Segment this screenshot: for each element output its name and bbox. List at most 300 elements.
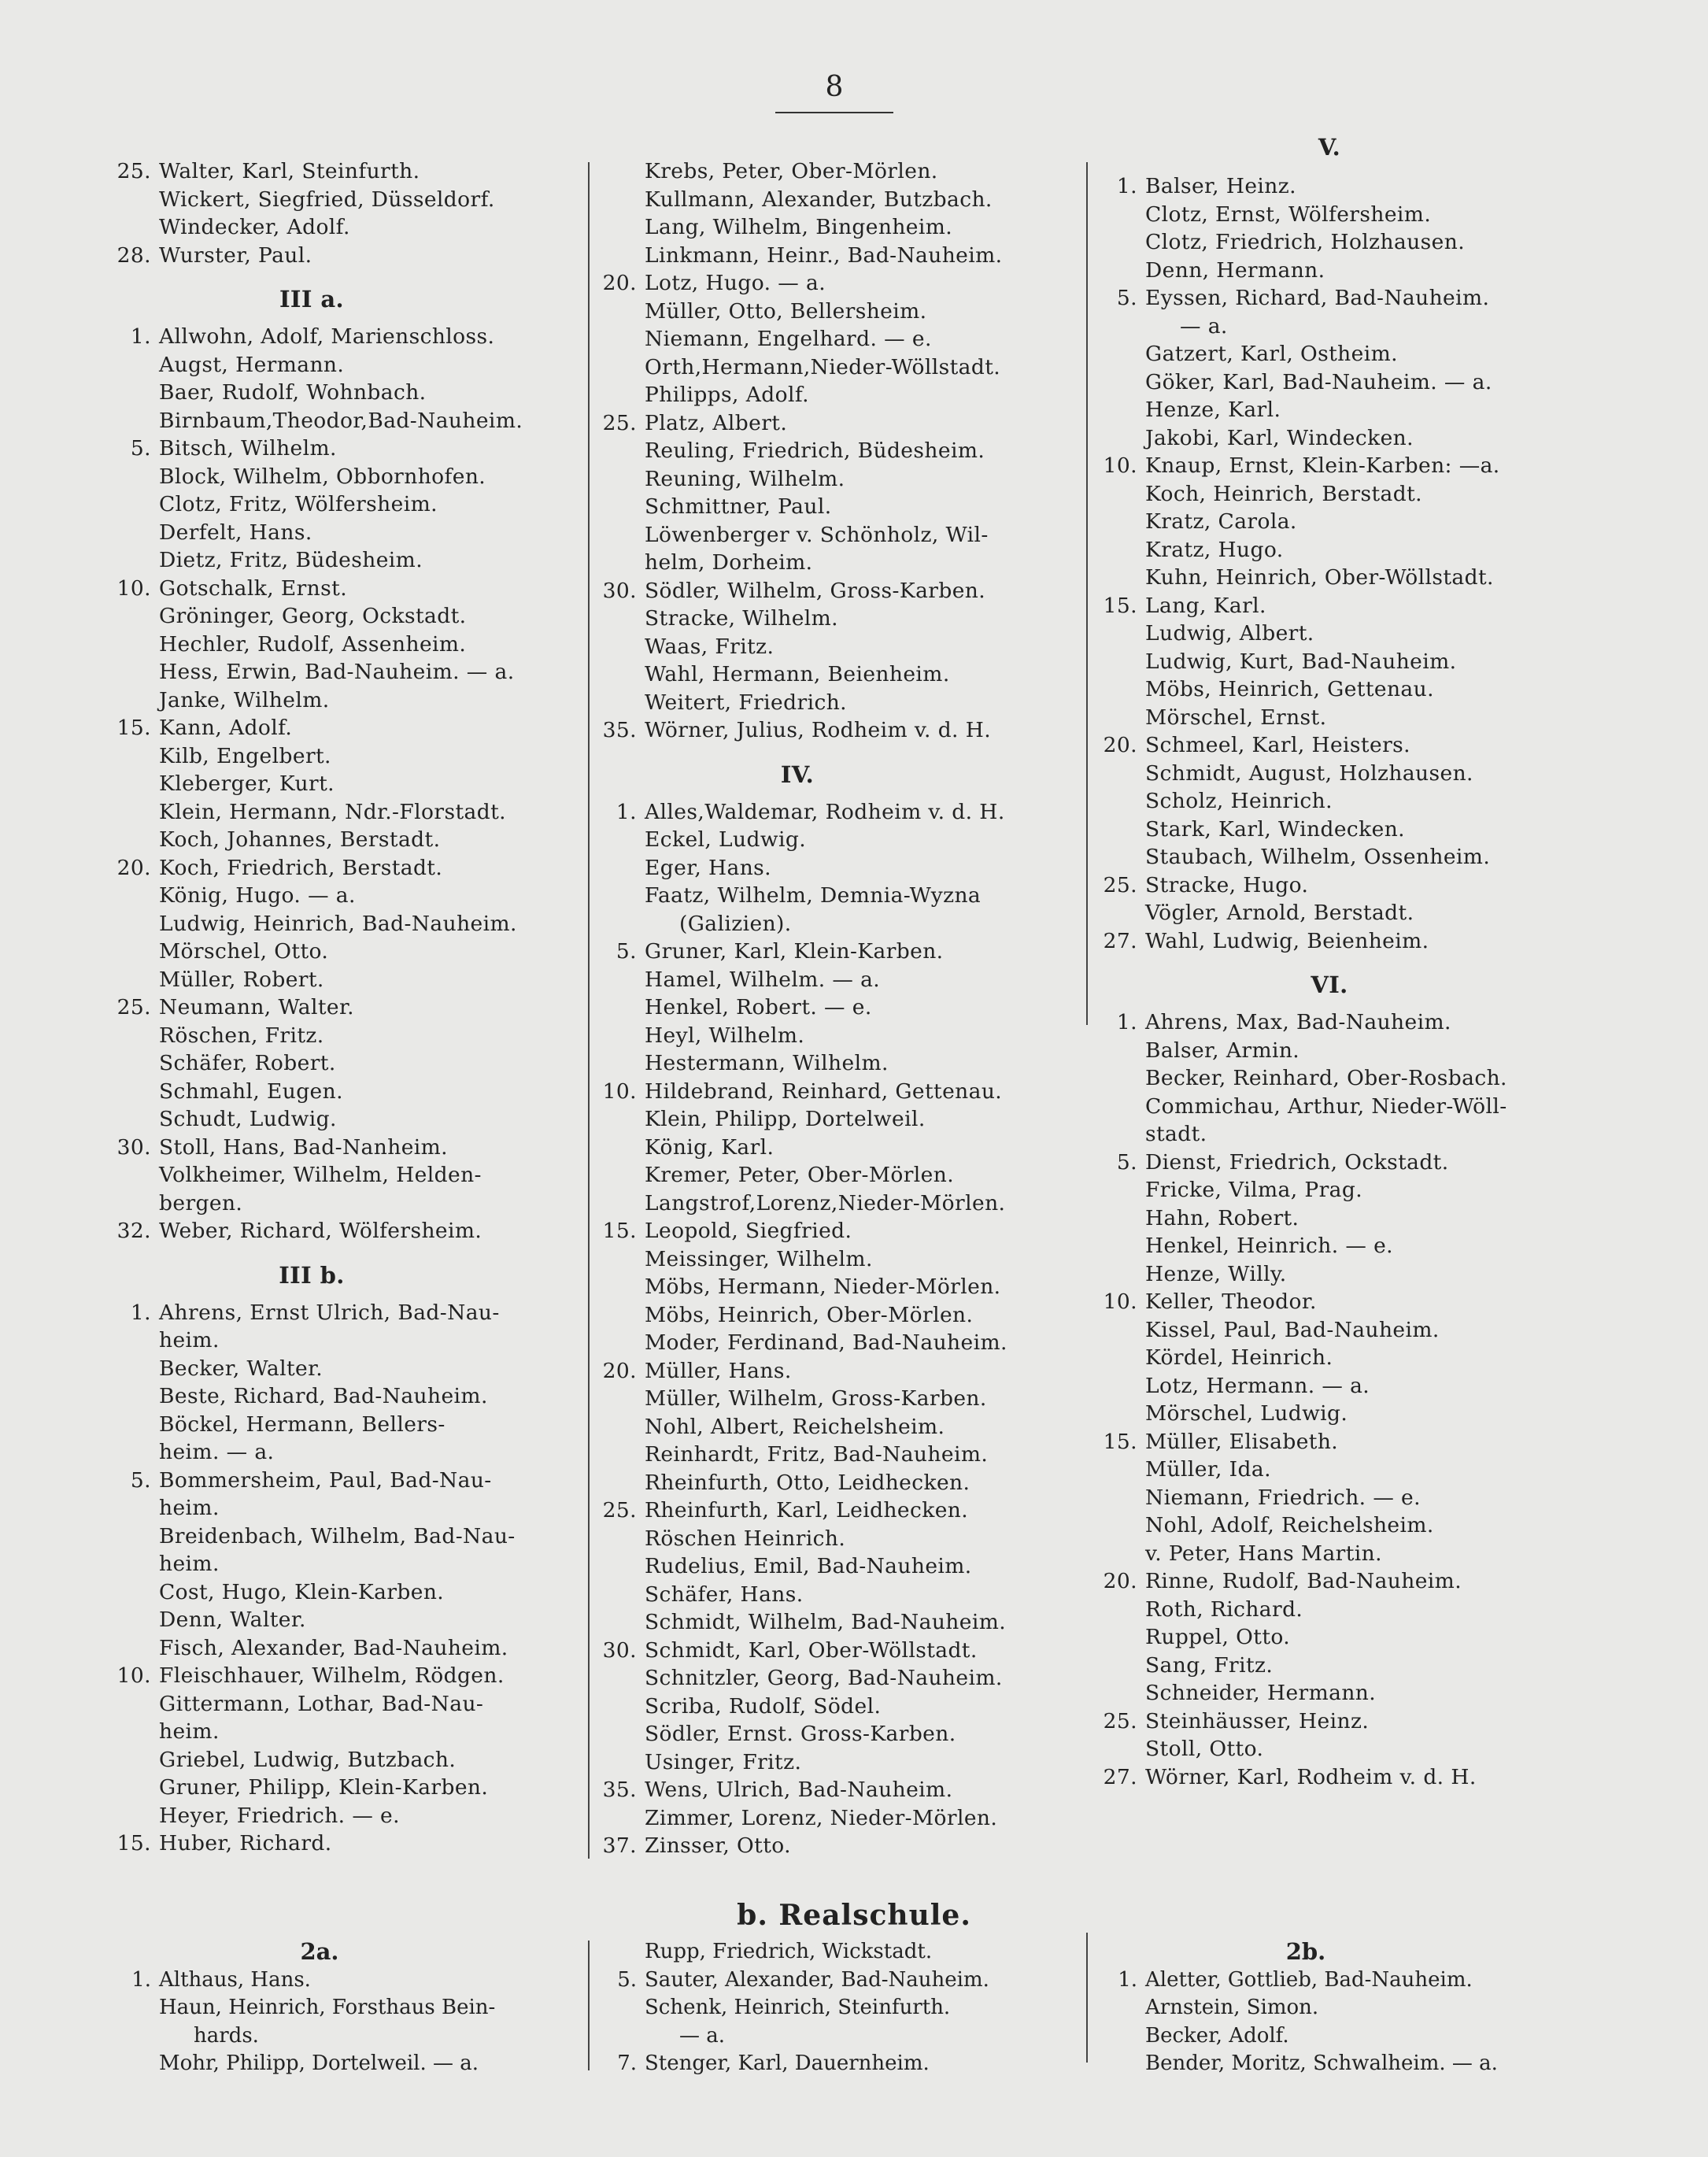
item-text: Bender, Moritz, Schwalheim. — a. — [1145, 2052, 1498, 2075]
list-item — [577, 1497, 1018, 1525]
item-number: 20. — [602, 271, 637, 295]
item-text: Gruner, Philipp, Klein-Karben. — [159, 1775, 489, 1800]
item-text: Kilb, Engelbert. — [159, 743, 331, 768]
list-item — [577, 437, 1018, 465]
item-number: 20. — [1103, 733, 1137, 757]
list-item — [91, 1134, 532, 1162]
list-item — [91, 407, 532, 435]
list-item — [91, 1161, 532, 1189]
item-number: 5. — [130, 436, 151, 461]
item-number: 5. — [1116, 286, 1137, 310]
item-text: heim. — [159, 1328, 220, 1352]
list-item — [91, 2022, 548, 2051]
list-item — [91, 1494, 532, 1522]
item-text: Nohl, Albert, Reichelsheim. — [645, 1414, 945, 1439]
page-number-rule — [775, 112, 893, 113]
item-text: Arnstein, Simon. — [1145, 1996, 1319, 2019]
item-text: Schäfer, Robert. — [159, 1051, 336, 1075]
item-text: Schnitzler, Georg, Bad-Nauheim. — [645, 1666, 1003, 1690]
item-text: heim. — a. — [159, 1440, 275, 1464]
item-text: Kissel, Paul, Bad-Nauheim. — [1145, 1317, 1440, 1342]
list-item — [91, 854, 532, 882]
list-item — [1078, 1456, 1581, 1484]
list-item — [577, 242, 1018, 270]
list-item — [577, 1469, 1018, 1497]
list-item — [1078, 480, 1581, 509]
class-heading: V. — [1318, 134, 1341, 161]
list-item — [1078, 313, 1581, 341]
item-text: Baer, Rudolf, Wohnbach. — [159, 380, 427, 405]
item-text: Vögler, Arnold, Berstadt. — [1145, 901, 1414, 925]
item-number: 25. — [1103, 1708, 1137, 1733]
item-text: Niemann, Engelhard. — e. — [645, 327, 932, 351]
item-text: Göker, Karl, Bad-Nauheim. — a. — [1145, 369, 1492, 394]
item-text: Kördel, Heinrich. — [1145, 1345, 1333, 1370]
item-text: Kratz, Hugo. — [1145, 537, 1284, 562]
item-text: Hechler, Rudolf, Assenheim. — [159, 631, 467, 657]
list-item — [1078, 1484, 1581, 1512]
list-item — [577, 577, 1018, 605]
list-item — [577, 549, 1018, 577]
list-item — [577, 854, 1018, 882]
item-text: Knaup, Ernst, Klein-Karben: —a. — [1145, 453, 1500, 478]
item-text: Stenger, Karl, Dauernheim. — [645, 2052, 930, 2075]
item-text: Denn, Walter. — [159, 1608, 306, 1632]
item-text: Müller, Robert. — [159, 967, 324, 992]
list-item — [577, 798, 1018, 827]
item-text: Beste, Richard, Bad-Nauheim. — [159, 1384, 488, 1408]
item-text: Löwenberger v. Schönholz, Wil- — [645, 522, 989, 547]
item-text: Block, Wilhelm, Obbornhofen. — [159, 464, 486, 489]
item-text: Müller, Otto, Bellersheim. — [645, 298, 927, 324]
item-number: 37. — [602, 1833, 637, 1858]
list-item — [91, 1662, 532, 1690]
item-text: Mörschel, Ludwig. — [1145, 1401, 1348, 1426]
item-text: — a. — [679, 2023, 726, 2048]
item-text: Stracke, Hugo. — [1145, 872, 1309, 897]
item-number: 35. — [602, 1778, 637, 1802]
list-item — [577, 1385, 1018, 1413]
item-number: 7. — [617, 2052, 637, 2075]
item-text: Reinhardt, Fritz, Bad-Nauheim. — [645, 1442, 989, 1467]
item-text: Rheinfurth, Karl, Leidhecken. — [645, 1498, 969, 1522]
list-item — [91, 242, 532, 270]
list-item — [1078, 1008, 1581, 1037]
item-text: Clotz, Ernst, Wölfersheim. — [1145, 202, 1432, 227]
list-item — [1078, 1037, 1581, 1065]
list-item — [91, 1299, 532, 1327]
list-item — [577, 1134, 1018, 1162]
item-number: 32. — [116, 1219, 151, 1243]
item-number: 5. — [617, 1967, 637, 1992]
column-divider-left — [588, 162, 590, 1859]
list-item — [1078, 368, 1581, 397]
list-item — [91, 157, 532, 186]
list-item — [1078, 1966, 1534, 1995]
list-item — [91, 1217, 532, 1245]
list-item — [577, 966, 1018, 994]
item-number: 15. — [602, 1219, 637, 1243]
item-text: Meissinger, Wilhelm. — [645, 1246, 873, 1271]
list-item — [577, 1273, 1018, 1301]
list-item — [577, 1357, 1018, 1386]
item-number: 25. — [602, 1498, 637, 1522]
item-number: 15. — [1103, 1429, 1137, 1454]
class-heading: VI. — [1311, 971, 1348, 998]
item-text: Södler, Ernst. Gross-Karben. — [645, 1722, 956, 1746]
item-text: Eger, Hans. — [645, 855, 771, 880]
list-item — [577, 1049, 1018, 1078]
column-left — [91, 157, 532, 1858]
item-number: 28. — [116, 242, 151, 268]
item-number: 30. — [602, 1637, 637, 1663]
list-item — [1078, 228, 1581, 257]
list-item — [577, 325, 1018, 353]
item-text: Sauter, Alexander, Bad-Nauheim. — [645, 1967, 989, 1992]
list-item — [1078, 257, 1581, 285]
item-text: Lang, Karl. — [1145, 593, 1266, 618]
item-text: Schneider, Hermann. — [1145, 1681, 1377, 1705]
item-text: Lang, Wilhelm, Bingenheim. — [645, 215, 953, 239]
list-item — [577, 269, 1018, 298]
list-item — [1078, 201, 1581, 229]
item-text: (Galizien). — [679, 911, 792, 936]
list-item — [1078, 592, 1581, 620]
list-item — [91, 1830, 532, 1858]
list-item — [577, 1552, 1018, 1581]
item-text: Lotz, Hugo. — a. — [645, 271, 826, 295]
list-item — [577, 910, 1018, 938]
list-item — [91, 1105, 532, 1134]
list-item — [91, 1746, 532, 1774]
list-item — [91, 1467, 532, 1495]
item-text: Usinger, Fritz. — [645, 1749, 802, 1774]
list-item — [1078, 1344, 1581, 1372]
item-text: Faatz, Wilhelm, Demnia-Wyzna — [645, 883, 982, 908]
item-text: Mörschel, Ernst. — [1145, 705, 1327, 730]
list-item — [1078, 1288, 1581, 1316]
list-item — [577, 298, 1018, 326]
column-right — [1078, 131, 1581, 1791]
list-item — [1078, 1707, 1581, 1736]
item-number: 1. — [1118, 1967, 1137, 1992]
item-text: Althaus, Hans. — [159, 1967, 311, 1992]
list-item — [1078, 2050, 1534, 2078]
item-text: Fisch, Alexander, Bad-Nauheim. — [159, 1635, 508, 1660]
list-item — [577, 409, 1018, 438]
list-item — [91, 686, 532, 715]
list-item — [91, 1078, 532, 1106]
item-text: Mörschel, Otto. — [159, 939, 329, 964]
list-item — [91, 1578, 532, 1607]
list-item — [91, 1634, 532, 1663]
list-item — [1078, 1093, 1581, 1121]
list-item — [91, 1522, 532, 1551]
item-text: Schmidt, Wilhelm, Bad-Nauheim. — [645, 1610, 1007, 1634]
list-item — [577, 1637, 1018, 1665]
item-text: Ahrens, Max, Bad-Nauheim. — [1145, 1010, 1451, 1034]
item-number: 10. — [1103, 453, 1137, 478]
list-item — [577, 1776, 1018, 1804]
item-text: Gatzert, Karl, Ostheim. — [1145, 342, 1398, 366]
item-text: Alles,Waldemar, Rodheim v. d. H. — [645, 799, 1005, 824]
item-text: Langstrof,Lorenz,Nieder-Mörlen. — [645, 1190, 1006, 1215]
list-item — [1078, 396, 1581, 424]
item-text: Müller, Wilhelm, Gross-Karben. — [645, 1386, 987, 1411]
list-item — [91, 1049, 532, 1078]
item-text: Schmahl, Eugen. — [159, 1078, 343, 1104]
item-text: Neumann, Walter. — [159, 995, 354, 1019]
item-text: Schmidt, Karl, Ober-Wöllstadt. — [645, 1637, 978, 1663]
list-item — [1078, 1232, 1581, 1260]
item-text: Möbs, Heinrich, Ober-Mörlen. — [645, 1302, 974, 1327]
class-heading: III a. — [279, 286, 345, 313]
item-text: Birnbaum,Theodor,Bad-Nauheim. — [159, 408, 523, 433]
item-text: Heyl, Wilhelm. — [645, 1023, 805, 1048]
list-item — [1078, 1064, 1581, 1093]
list-item — [91, 1022, 532, 1050]
list-item — [1078, 1679, 1581, 1707]
item-text: Wahl, Ludwig, Beienheim. — [1145, 928, 1429, 953]
list-item — [91, 213, 532, 242]
list-item — [1078, 452, 1581, 480]
list-item — [1078, 1149, 1581, 1177]
list-item — [91, 1774, 532, 1802]
list-item — [1078, 1652, 1581, 1680]
item-text: Breidenbach, Wilhelm, Bad-Nau- — [159, 1523, 516, 1548]
item-text: Södler, Wilhelm, Gross-Karben. — [645, 578, 986, 603]
list-item — [91, 658, 532, 686]
list-item — [91, 351, 532, 379]
item-text: Koch, Johannes, Berstadt. — [159, 827, 441, 852]
list-item — [577, 660, 1018, 689]
list-item — [91, 1382, 532, 1411]
item-text: Ruppel, Otto. — [1145, 1625, 1291, 1649]
item-text: Rupp, Friedrich, Wickstadt. — [645, 1940, 933, 1963]
list-item — [577, 1329, 1018, 1357]
list-item — [91, 546, 532, 575]
list-item — [577, 938, 1018, 966]
item-text: Hahn, Robert. — [1145, 1205, 1299, 1230]
item-text: Becker, Walter. — [159, 1356, 323, 1381]
item-text: — a. — [1180, 313, 1228, 339]
item-text: Waas, Fritz. — [645, 634, 775, 659]
list-item — [577, 1748, 1018, 1777]
list-item — [1078, 1540, 1581, 1568]
list-item — [577, 1189, 1018, 1218]
item-number: 15. — [116, 1831, 151, 1855]
item-text: Schenk, Heinrich, Steinfurth. — [645, 1996, 951, 2019]
item-text: Ludwig, Heinrich, Bad-Nauheim. — [159, 911, 517, 936]
item-text: Linkmann, Heinr., Bad-Nauheim. — [645, 242, 1003, 268]
list-item — [91, 798, 532, 827]
item-text: Henze, Karl. — [1145, 398, 1281, 422]
list-item — [1078, 704, 1581, 732]
list-item — [91, 379, 532, 407]
item-text: Niemann, Friedrich. — e. — [1145, 1485, 1421, 1510]
list-item — [91, 770, 532, 798]
item-text: Nohl, Adolf, Reichelsheim. — [1145, 1513, 1434, 1537]
list-item — [91, 490, 532, 519]
item-text: Henkel, Heinrich. — e. — [1145, 1234, 1393, 1258]
item-text: Janke, Wilhelm. — [159, 687, 330, 712]
list-item — [577, 353, 1018, 382]
item-number: 35. — [602, 718, 637, 742]
item-text: Balser, Armin. — [1145, 1038, 1300, 1063]
item-text: Bommersheim, Paul, Bad-Nau- — [159, 1467, 492, 1493]
list-item — [91, 1189, 532, 1218]
list-item — [577, 521, 1018, 549]
list-item — [91, 742, 532, 771]
list-item — [577, 1664, 1018, 1693]
item-text: Scholz, Heinrich. — [1145, 789, 1333, 813]
item-number: 15. — [1103, 593, 1137, 618]
list-item — [1078, 787, 1581, 816]
item-text: Schudt, Ludwig. — [159, 1107, 337, 1131]
list-item — [577, 1581, 1018, 1609]
item-text: Böckel, Hermann, Bellers- — [159, 1411, 445, 1437]
item-text: Reuling, Friedrich, Büdesheim. — [645, 438, 985, 463]
list-item — [91, 323, 532, 351]
item-text: Platz, Albert. — [645, 410, 788, 435]
item-number: 1. — [131, 1967, 151, 1992]
item-text: Hess, Erwin, Bad-Nauheim. — a. — [159, 660, 515, 684]
list-item — [577, 1078, 1018, 1106]
item-number: 25. — [116, 159, 151, 183]
item-text: Schäfer, Hans. — [645, 1582, 804, 1607]
list-item — [1078, 1176, 1581, 1204]
list-item — [1078, 424, 1581, 453]
item-text: Gröninger, Georg, Ockstadt. — [159, 604, 467, 628]
item-text: Kremer, Peter, Ober-Mörlen. — [645, 1163, 955, 1187]
item-text: Röschen Heinrich. — [645, 1526, 846, 1551]
list-item — [577, 1245, 1018, 1274]
item-text: Stoll, Hans, Bad-Nanheim. — [159, 1134, 448, 1160]
list-item — [1078, 1120, 1581, 1149]
item-text: Denn, Hermann. — [1145, 257, 1325, 283]
item-number: 10. — [116, 1663, 151, 1688]
list-item — [91, 1550, 532, 1578]
item-text: bergen. — [159, 1190, 243, 1215]
list-item — [1078, 1511, 1581, 1540]
item-text: Heyer, Friedrich. — e. — [159, 1803, 400, 1828]
list-item — [577, 882, 1018, 910]
list-item — [1078, 731, 1581, 760]
item-text: Rheinfurth, Otto, Leidhecken. — [645, 1470, 970, 1495]
item-text: Schmittner, Paul. — [645, 494, 832, 519]
item-text: Eckel, Ludwig. — [645, 827, 807, 852]
list-item — [577, 716, 1018, 745]
list-item — [91, 993, 532, 1022]
item-number: 10. — [116, 575, 151, 601]
list-item — [1078, 871, 1581, 900]
list-item — [577, 1105, 1018, 1134]
item-text: Ahrens, Ernst Ulrich, Bad-Nau- — [159, 1300, 500, 1325]
list-item — [577, 213, 1018, 242]
list-item — [577, 1832, 1018, 1860]
item-text: Ludwig, Kurt, Bad-Nauheim. — [1145, 649, 1457, 674]
item-text: König, Karl. — [645, 1134, 775, 1160]
list-item — [1078, 1567, 1581, 1596]
item-text: Wörner, Karl, Rodheim v. d. H. — [1145, 1764, 1477, 1789]
item-text: Aletter, Gottlieb, Bad-Nauheim. — [1145, 1967, 1473, 1992]
item-text: Koch, Friedrich, Berstadt. — [159, 855, 443, 880]
item-number: 15. — [116, 716, 151, 740]
item-text: Balser, Heinz. — [1145, 174, 1296, 198]
list-item — [1078, 760, 1581, 788]
item-text: Henkel, Robert. — e. — [645, 995, 872, 1019]
item-text: Röschen, Fritz. — [159, 1023, 324, 1048]
item-text: Gotschalk, Ernst. — [159, 575, 348, 601]
list-item — [1078, 1400, 1581, 1428]
list-item — [577, 1441, 1018, 1469]
item-number: 30. — [116, 1134, 151, 1160]
item-text: Wörner, Julius, Rodheim v. d. H. — [645, 718, 992, 742]
item-text: Kullmann, Alexander, Butzbach. — [645, 187, 993, 212]
item-text: Eyssen, Richard, Bad-Nauheim. — [1145, 286, 1490, 310]
item-text: Dietz, Fritz, Büdesheim. — [159, 548, 423, 572]
item-number: 25. — [602, 410, 637, 435]
class-heading: IV. — [780, 760, 815, 788]
item-number: 20. — [602, 1358, 637, 1383]
realschule-divider-right — [1086, 1933, 1088, 2063]
list-item — [1078, 1623, 1581, 1652]
list-item — [91, 938, 532, 966]
item-number: 5. — [616, 939, 637, 964]
item-text: Rudelius, Emil, Bad-Nauheim. — [645, 1554, 972, 1578]
list-item — [91, 1355, 532, 1383]
item-text: Keller, Theodor. — [1145, 1289, 1317, 1314]
list-item — [91, 1411, 532, 1439]
list-item — [91, 1326, 532, 1355]
item-text: stadt. — [1145, 1122, 1207, 1146]
list-item — [91, 882, 532, 910]
item-text: Lotz, Hermann. — a. — [1145, 1373, 1370, 1398]
list-item — [1078, 620, 1581, 648]
item-text: heim. — [159, 1552, 220, 1576]
list-item — [1078, 927, 1581, 956]
list-item — [577, 993, 1018, 1022]
list-item — [1078, 340, 1581, 368]
item-text: Griebel, Ludwig, Butzbach. — [159, 1747, 457, 1772]
list-item — [1078, 1994, 1534, 2022]
list-item — [577, 157, 1018, 186]
list-item — [91, 1718, 532, 1746]
item-text: Kuhn, Heinrich, Ober-Wöllstadt. — [1145, 565, 1494, 590]
item-text: Staubach, Wilhelm, Ossenheim. — [1145, 845, 1491, 869]
list-item — [577, 465, 1018, 494]
item-text: Becker, Reinhard, Ober-Rosbach. — [1145, 1066, 1507, 1090]
item-text: heim. — [159, 1719, 220, 1744]
list-item — [91, 1966, 548, 1995]
list-item — [91, 1690, 532, 1719]
item-number: 30. — [602, 578, 637, 603]
list-item — [577, 826, 1018, 854]
list-item — [1078, 1316, 1581, 1345]
list-item — [1078, 536, 1581, 564]
item-text: Gittermann, Lothar, Bad-Nau- — [159, 1691, 484, 1716]
item-text: Windecker, Adolf. — [159, 215, 350, 239]
item-text: Augst, Hermann. — [159, 352, 345, 377]
item-text: Möbs, Hermann, Nieder-Mörlen. — [645, 1275, 1001, 1299]
list-item — [1078, 1204, 1581, 1233]
item-text: Krebs, Peter, Ober-Mörlen. — [645, 159, 938, 183]
list-item — [91, 631, 532, 659]
item-number: 27. — [1103, 1764, 1137, 1789]
item-text: v. Peter, Hans Martin. — [1145, 1541, 1382, 1566]
item-text: heim. — [159, 1496, 220, 1520]
class-heading: 2a. — [300, 1938, 339, 1965]
